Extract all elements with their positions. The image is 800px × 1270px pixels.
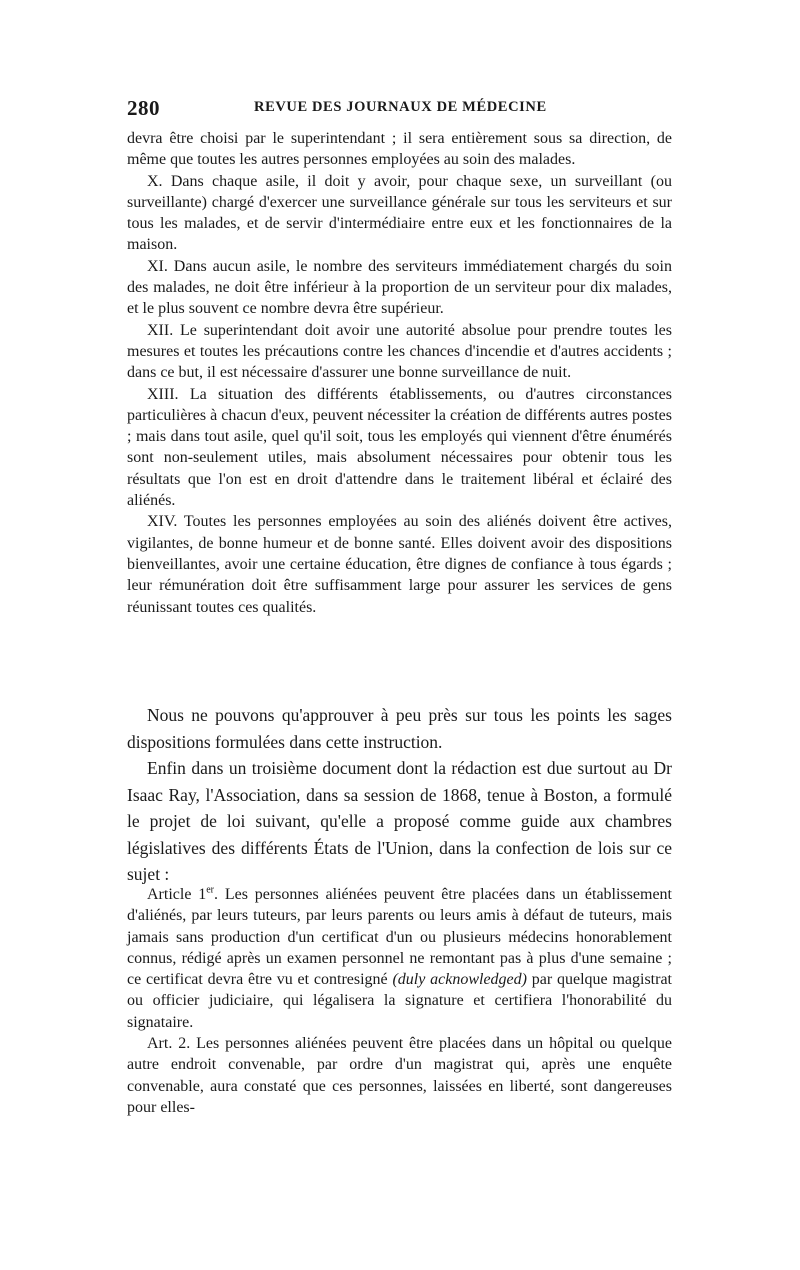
commentary-paragraph-approval: Nous ne pouvons qu'approuver à peu près sur tous les points les sages dispositions formulées dans cette instruction.: [127, 705, 672, 752]
article-2: Art. 2. Les personnes aliénées peuvent être placées dans un hôpital ou quelque autre endroit convenable, par ordre d'un magistrat qui, après une enquête convenable, aura constaté que ces personnes, laissées en liberté, sont dangereuses pour elles-: [127, 1035, 672, 1116]
regulations-section: [127, 128, 672, 618]
paragraph-xi: XI. Dans aucun asile, le nombre des serviteurs immédiatement chargés du soin des malades, ne doit être inférieur à la proportion de un serviteur pour dix malades, et le plus souvent ce nombre devra être supérieur.: [127, 257, 672, 318]
article-1: [127, 884, 672, 1033]
paragraph-xiv: XIV. Toutes les personnes employées au soin des aliénés doivent être actives, vigilantes, de bonne humeur et de bonne santé. Elles doivent avoir des dispositions bienveillantes, avoir une certaine éducation, être dignes de confiance à tous égards ; leur rémunération doit être suffisamment large pour assurer les services de gens réunissant toutes ces qualités.: [127, 513, 672, 616]
paragraph-xii: XII. Le superintendant doit avoir une autorité absolue pour prendre toutes les mesures et toutes les précautions contre les chances d'incendie et d'autres accidents ; dans ce but, il est nécessaire d'assurer une bonne surveillance de nuit.: [127, 321, 672, 382]
draft-law-section: [127, 884, 672, 1118]
running-title: REVUE DES JOURNAUX DE MÉDECINE: [254, 99, 547, 115]
page-header: [127, 96, 672, 122]
commentary-section: [127, 702, 672, 888]
commentary-paragraph-third-document: Enfin dans un troisième document dont la rédaction est due surtout au Dr Isaac Ray, l'Association, dans sa session de 1868, tenue à Boston, a formulé le projet de loi suivant, qu'elle a proposé comme guide aux chambres législatives des différents États de l'Union, dans la confection de lois sur ce sujet :: [127, 758, 672, 884]
paragraph-continuation: devra être choisi par le superintendant ; il sera entièrement sous sa direction, de même que toutes les autres personnes employées au soin des malades.: [127, 130, 672, 169]
article-1-superscript: er: [206, 884, 215, 896]
paragraph-x: X. Dans chaque asile, il doit y avoir, pour chaque sexe, un surveillant (ou surveillante) chargé d'exercer une surveillance générale sur tous les serviteurs et sur tous les malades, et de servir d'intermédiaire entre eux et les fonctionnaires de la maison.: [127, 172, 672, 254]
article-1-text: . Les personnes aliénées peuvent être placées dans un établissement d'aliénés, par leurs tuteurs, par leurs parents ou leurs amis à défaut de tuteurs, mais jamais sans production d'un certificat d'un ou plusieurs médecins honorablement connus, rédigé après un examen personnel ne remontant pas à plus d'une semaine ; ce certificat devra être vu et contresigné: [127, 886, 672, 989]
article-1-english-term: (duly acknowledged): [392, 971, 527, 989]
article-1-label: Article 1: [147, 886, 207, 903]
article-1-text-end: par quelque magistrat ou officier judiciaire, qui légalisera la signature et certifiera l'honorabilité du signataire.: [127, 971, 672, 1031]
page-number: 280: [127, 96, 160, 120]
paragraph-xiii: XIII. La situation des différents établissements, ou d'autres circonstances particulières à chacun d'eux, peuvent nécessiter la création de différents autres postes ; mais dans tout asile, quel qu'il soit, tous les employés qui viennent d'être énumérés sont non-seulement utiles, mais absolument nécessaires pour obtenir tous les résultats que l'on est en droit d'attendre dans le traitement libéral et éclairé des aliénés.: [127, 385, 672, 510]
